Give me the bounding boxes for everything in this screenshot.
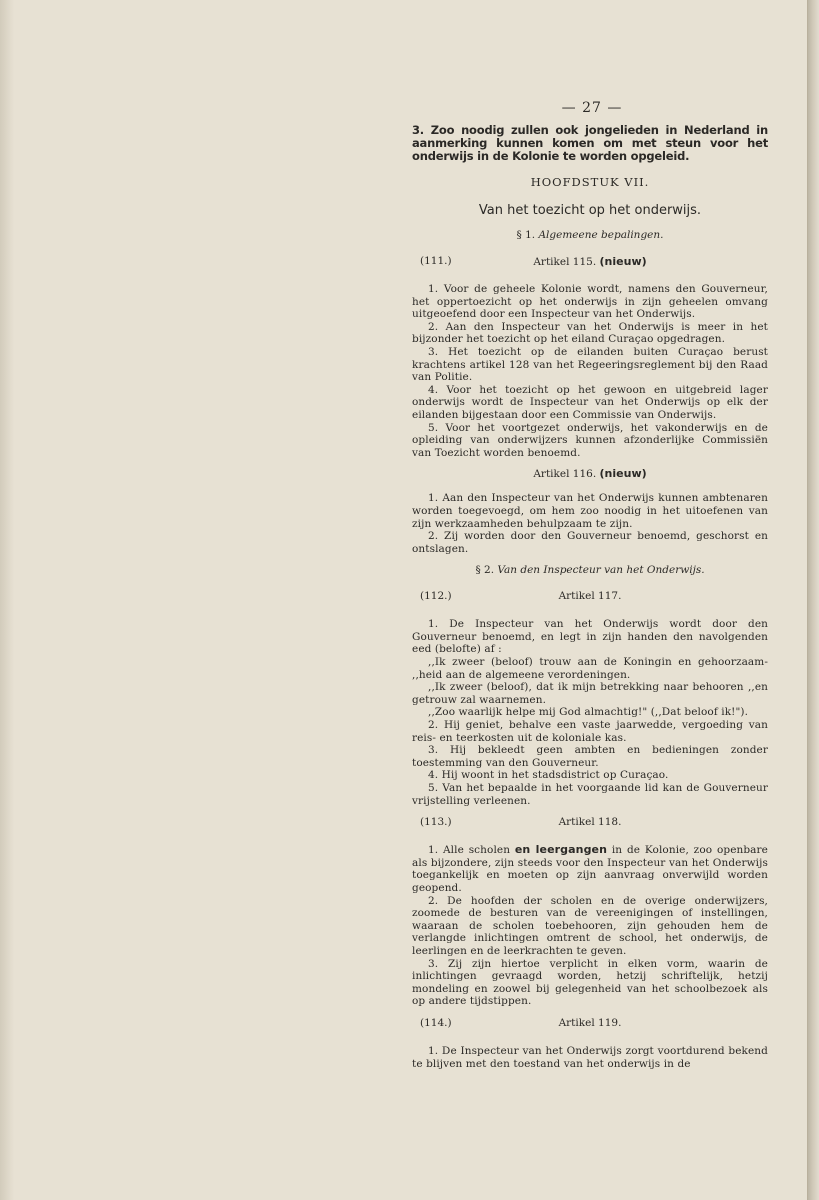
- paragraph: 2. Aan den Inspecteur van het Onderwijs is meer in het bijzonder het toezicht op het eiland Curaçao opgedragen.: [412, 320, 768, 346]
- article-heading-118: [412, 816, 768, 830]
- article-old-number: (114.): [420, 1016, 452, 1029]
- article-119-body: [412, 1045, 768, 1070]
- article-tag: (nieuw): [599, 255, 647, 268]
- paragraph: 3. Het toezicht op de eilanden buiten Curaçao berust krachtens artikel 128 van het Regeeringsreglement bij den Raad van Politie.: [412, 345, 768, 384]
- article-heading-119: [412, 1017, 768, 1031]
- article-tag: (nieuw): [599, 467, 647, 481]
- section-number: § 2.: [475, 564, 495, 577]
- paragraph: 5. Voor het voortgezet onderwijs, het vakonderwijs en de opleiding van onderwijzers kunnen afzonderlijke Commissiën van Toezicht worden benoemd.: [412, 421, 768, 459]
- section-title: Van den Inspecteur van het Onderwijs.: [497, 564, 705, 577]
- section-heading-1: [412, 229, 768, 241]
- oath-line: ,,Zoo waarlijk helpe mij God almachtig!" (,,Dat beloof ik!").: [428, 706, 749, 719]
- oath-line: ,,Ik zweer (beloof) trouw aan de Koningin en gehoorzaam- ,,heid aan de algemeene verordeningen.: [412, 656, 768, 681]
- article-117-body: [412, 618, 768, 807]
- text-column: [412, 124, 768, 1070]
- paragraph: 2. Zij worden door den Gouverneur benoemd, geschorst en ontslagen.: [412, 530, 768, 555]
- chapter-heading: HOOFDSTUK VII.: [530, 175, 650, 189]
- intro-paragraph: 3. Zoo noodig zullen ook jongelieden in Nederland in aanmerking kunnen komen om met steun voor het onderwijs in de Kolonie te worden opgeleid.: [412, 123, 768, 163]
- article-label: Artikel 118.: [558, 816, 622, 829]
- article-115-body: [412, 283, 768, 459]
- page-shadow: [0, 0, 14, 1200]
- article-label: Artikel 119.: [558, 1016, 622, 1029]
- page-edge: [808, 0, 819, 1200]
- page-number: — 27 —: [561, 100, 623, 116]
- section-title: Algemeene bepalingen.: [538, 229, 664, 241]
- article-heading-116: [412, 467, 768, 480]
- paragraph: 1. Aan den Inspecteur van het Onderwijs kunnen ambtenaren worden toegevoegd, om hem zoo noodig in het uitoefenen van zijn werkzaamheden behulpzaam te zijn.: [412, 492, 768, 530]
- paragraph: 1. Voor de geheele Kolonie wordt, namens den Gouverneur, het oppertoezicht op het onderwijs in zijn geheelen omvang uitgeoefend door een Inspecteur van het Onderwijs.: [412, 283, 768, 321]
- paragraph: 1. De Inspecteur van het Onderwijs wordt door den Gouverneur benoemd, en legt in zijn handen den navolgenden eed (belofte) af :: [412, 618, 768, 656]
- paragraph: 2. Hij geniet, behalve een vaste jaarwedde, vergoeding van reis- en teerkosten uit de koloniale kas.: [412, 719, 768, 744]
- paragraph: 3. Hij bekleedt geen ambten en bedieningen zonder toestemming van den Gouverneur.: [412, 744, 768, 769]
- article-116-body: [412, 492, 768, 555]
- article-label: Artikel 117.: [558, 590, 622, 603]
- section-heading-2: [412, 564, 768, 576]
- article-label: Artikel 115. (nieuw): [533, 255, 647, 268]
- article-old-number: (113.): [420, 816, 452, 829]
- section-number: § 1.: [516, 229, 536, 241]
- oath-line: ,,Ik zweer (beloof), dat ik mijn betrekking naar behooren ,,en getrouw zal waarnemen.: [412, 681, 768, 706]
- paragraph: 1. Alle scholen en leergangen in de Kolonie, zoo openbare als bijzondere, zijn steeds voor den Inspecteur van het Onderwijs toegankelijk en moeten op zijn aanvraag onverwijld worden geopend.: [412, 843, 768, 894]
- article-heading-117: [412, 590, 768, 604]
- paragraph: 4. Voor het toezicht op het gewoon en uitgebreid lager onderwijs wordt de Inspecteur van het Onderwijs op elk der eilanden bijgestaan door een Commissie van Onderwijs.: [412, 383, 768, 421]
- inserted-phrase: en leergangen: [514, 843, 608, 857]
- paragraph: 4. Hij woont in het stadsdistrict op Curaçao.: [428, 769, 669, 782]
- article-old-number: (111.): [420, 255, 452, 267]
- chapter-title: Van het toezicht op het onderwijs.: [478, 203, 702, 218]
- article-118-body: [412, 844, 768, 1008]
- article-old-number: (112.): [420, 590, 452, 603]
- paragraph: 2. De hoofden der scholen en de overige onderwijzers, zoomede de besturen van de vereenigingen of instellingen, waaraan de scholen toebehooren, zijn gehouden hem de verlangde inlichtingen omtrent de school, het onderwijs, de leerlingen en de leerkrachten te geven.: [412, 894, 768, 957]
- article-label: Artikel 116.: [533, 468, 597, 481]
- paragraph: 1. De Inspecteur van het Onderwijs zorgt voortdurend bekend te blijven met den toestand van het onderwijs in de: [412, 1044, 768, 1070]
- paragraph: 3. Zij zijn hiertoe verplicht in elken vorm, waarin de inlichtingen gevraagd worden, hetzij schriftelijk, hetzij mondeling en zoowel bij gelegenheid van het schoolbezoek als op andere tijdstippen.: [412, 957, 768, 1008]
- paragraph: 5. Van het bepaalde in het voorgaande lid kan de Gouverneur vrijstelling verleenen.: [412, 782, 768, 807]
- article-heading-115: [412, 255, 768, 269]
